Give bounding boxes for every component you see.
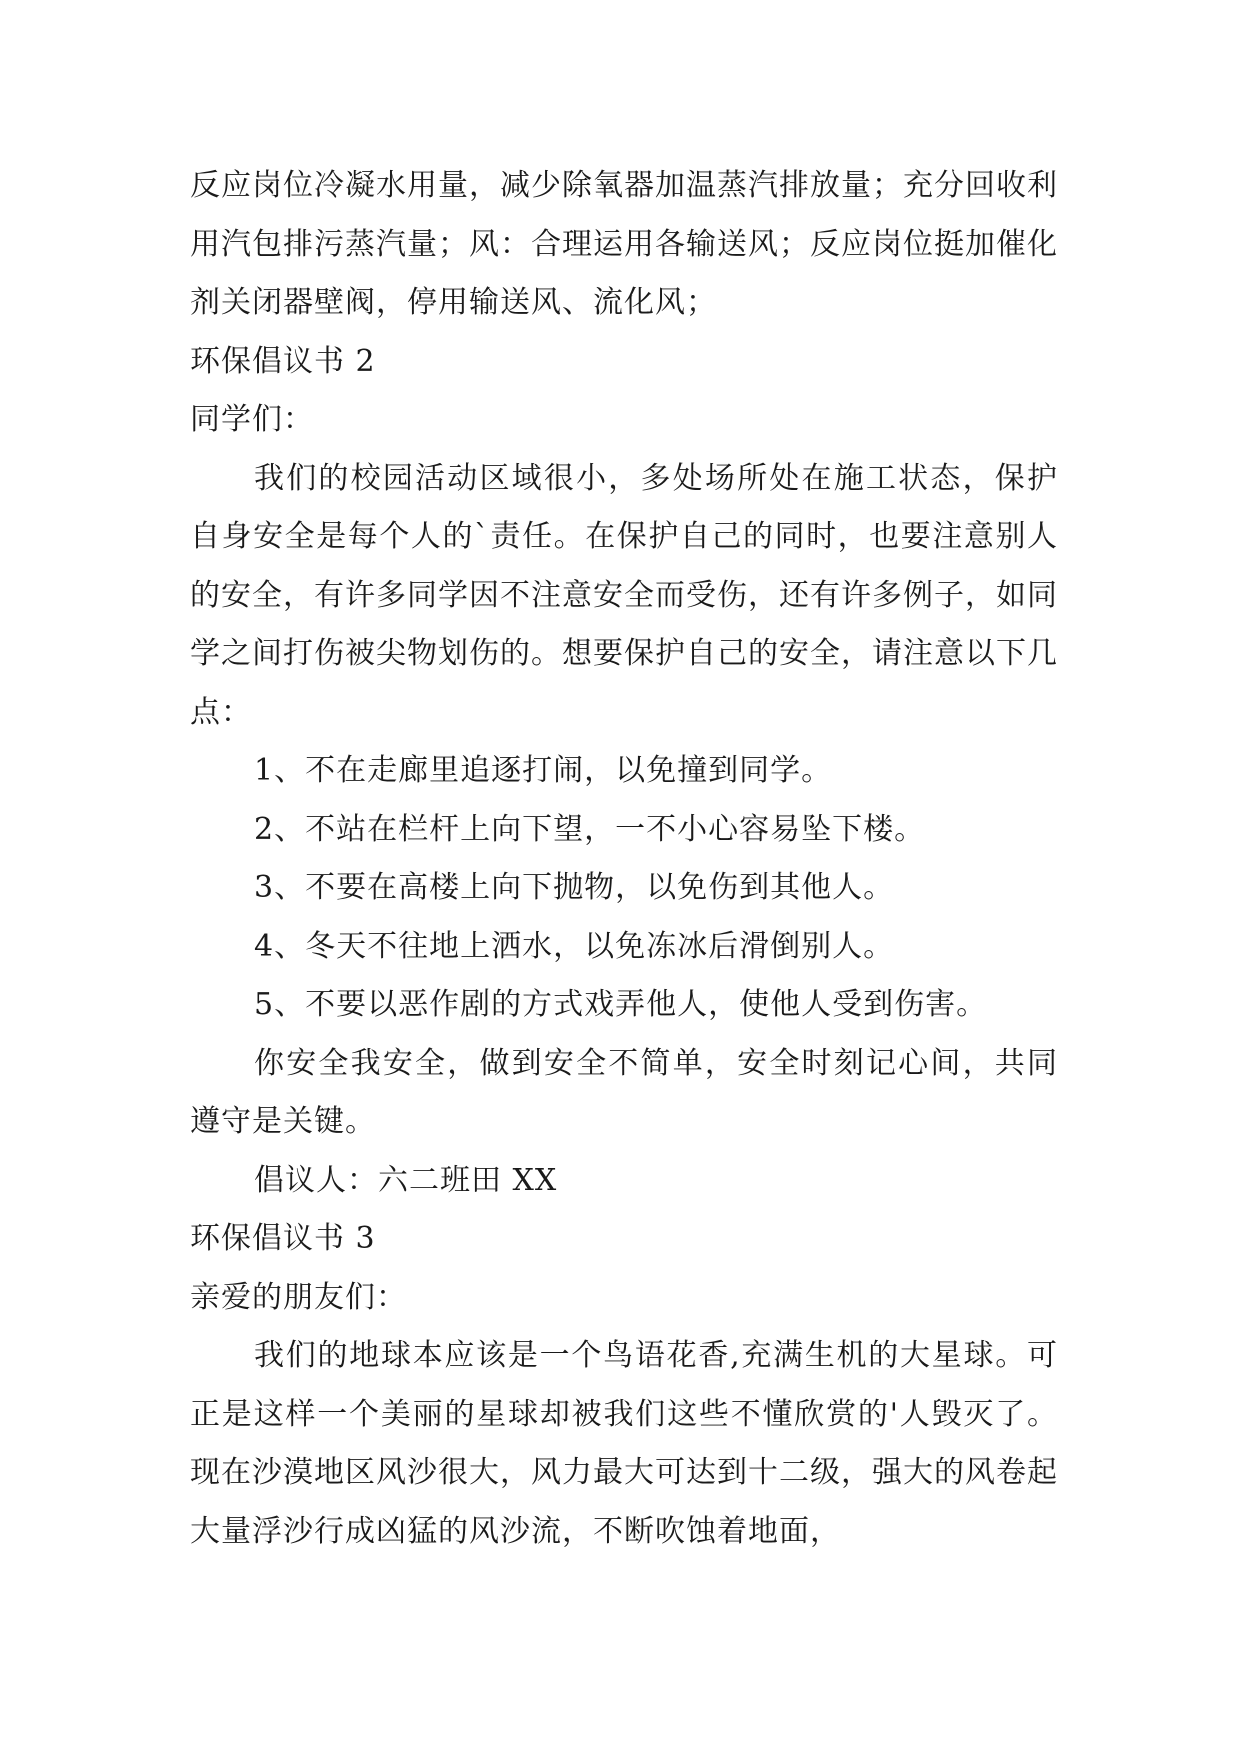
section-heading-3: 环保倡议书 3: [190, 1221, 376, 1256]
document-body: [190, 157, 1058, 1561]
paragraph-closing: 你安全我安全，做到安全不简单，安全时刻记心间，共同遵守是关键。: [190, 1045, 1058, 1139]
paragraph-intro: 我们的校园活动区域很小，多处场所处在施工状态，保护自身安全是每个人的`责任。在保护自己的同时，也要注意别人的安全，有许多同学因不注意安全而受伤，还有许多例子，如同学之间打伤被尖物划伤的。想要保护自己的安全，请注意以下几点：: [190, 460, 1058, 730]
salutation-3: 亲爱的朋友们：: [190, 1279, 407, 1315]
signature-line: 倡议人：六二班田 XX: [254, 1162, 558, 1198]
list-item-2: 2、不站在栏杆上向下望，一不小心容易坠下楼。: [254, 811, 926, 847]
section-heading-2: 环保倡议书 2: [190, 343, 376, 379]
paragraph-earth: 我们的地球本应该是一个鸟语花香,充满生机的大星球。可正是这样一个美丽的星球却被我们这些不懂欣赏的'人毁灭了。现在沙漠地区风沙很大，风力最大可达到十二级，强大的风卷起大量浮沙行成凶猛的风沙流，不断吹蚀着地面，: [190, 1338, 1058, 1549]
paragraph-continuation: 反应岗位冷凝水用量，减少除氧器加温蒸汽排放量；充分回收利用汽包排污蒸汽量；风：合理运用各输送风；反应岗位挺加催化剂关闭器壁阀，停用输送风、流化风；: [190, 168, 1058, 320]
list-item-1: 1、不在走廊里追逐打闹，以免撞到同学。: [254, 753, 833, 788]
list-item-4: 4、冬天不往地上洒水，以免冻冰后滑倒别人。: [254, 928, 895, 964]
salutation: 同学们：: [190, 402, 314, 437]
list-item-5: 5、不要以恶作剧的方式戏弄他人，使他人受到伤害。: [254, 987, 988, 1022]
list-item-3: 3、不要在高楼上向下抛物，以免伤到其他人。: [254, 870, 895, 905]
